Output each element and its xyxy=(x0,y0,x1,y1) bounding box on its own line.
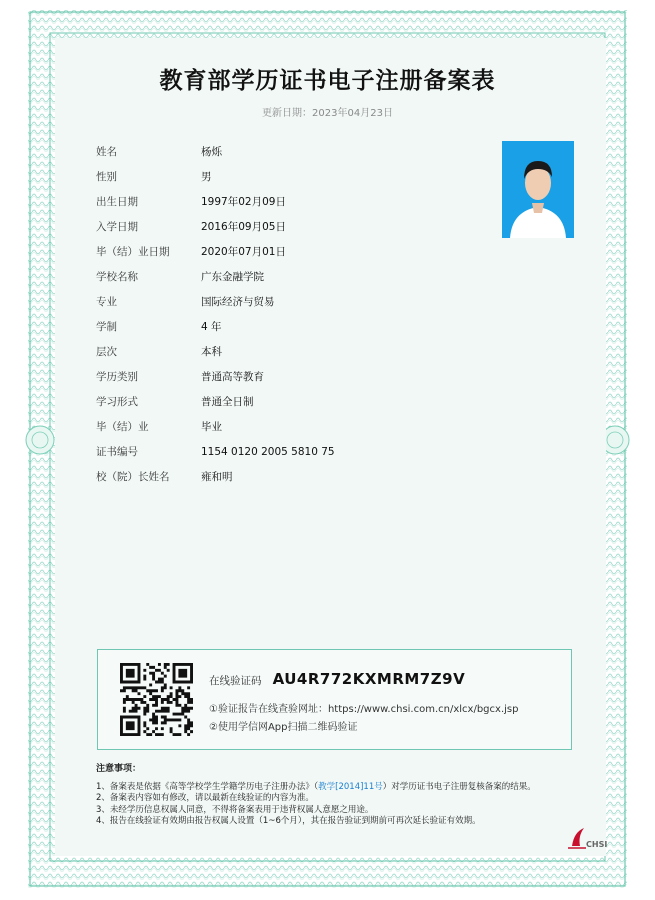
note-item: 4、报告在线验证有效期由报告权属人设置（1~6个月），其在报告验证到期前可再次延长验证有效期。 xyxy=(96,816,481,826)
verify-app-instruction: ②使用学信网App扫描二维码验证 xyxy=(209,722,358,733)
note-item: 3、未经学历信息权属人同意，不得将备案表用于违背权属人意愿之用途。 xyxy=(96,804,374,815)
field-row xyxy=(96,365,476,390)
field-label: 毕（结）业 xyxy=(96,421,149,433)
update-date: 更新日期：2023年04月23日 xyxy=(262,108,393,119)
field-row xyxy=(96,315,476,340)
field-value: 普通高等教育 xyxy=(201,371,264,383)
field-value: 2016年09月05日 xyxy=(201,221,286,233)
field-row xyxy=(96,415,476,440)
field-value: 普通全日制 xyxy=(201,396,254,408)
note-item: 2、备案表内容如有修改，请以最新在线验证的内容为准。 xyxy=(96,793,314,803)
verification-box xyxy=(97,649,572,750)
field-row xyxy=(96,165,476,190)
chsi-logo-text: CHSI xyxy=(586,840,608,849)
note-text: 1、备案表是依据《高等学校学生学籍学历电子注册办法》（ xyxy=(96,781,319,792)
field-row xyxy=(96,140,476,165)
person-photo-icon xyxy=(502,141,574,238)
field-label: 学制 xyxy=(96,321,117,333)
field-value: 4 年 xyxy=(201,321,222,333)
field-row xyxy=(96,390,476,415)
field-row xyxy=(96,190,476,215)
field-value: 男 xyxy=(201,171,212,183)
field-row xyxy=(96,290,476,315)
field-value: 1154 0120 2005 5810 75 xyxy=(201,446,335,458)
field-value: 杨烁 xyxy=(201,146,222,158)
notes-title: 注意事项： xyxy=(96,764,142,774)
field-label: 性别 xyxy=(96,171,117,183)
field-value: 2020年07月01日 xyxy=(201,246,286,258)
verification-code: AU4R772KXMRM7Z9V xyxy=(272,670,466,688)
field-label: 毕（结）业日期 xyxy=(96,246,170,258)
field-row xyxy=(96,240,476,265)
field-label: 专业 xyxy=(96,296,117,308)
field-label: 入学日期 xyxy=(96,221,138,233)
verification-code-label: 在线验证码 xyxy=(209,675,262,687)
verification-code-line xyxy=(209,669,465,688)
field-label: 学历类别 xyxy=(96,371,138,383)
note-text: ）对学历证书电子注册复核备案的结果。 xyxy=(382,781,536,792)
field-row xyxy=(96,215,476,240)
field-value: 广东金融学院 xyxy=(201,271,264,283)
field-label: 学校名称 xyxy=(96,271,138,283)
field-row xyxy=(96,440,476,465)
field-value: 毕业 xyxy=(201,421,222,433)
field-label: 姓名 xyxy=(96,146,117,158)
note-item xyxy=(96,782,580,794)
field-label: 学习形式 xyxy=(96,396,138,408)
regulation-link[interactable]: 教学[2014]11号 xyxy=(318,781,383,792)
field-label: 证书编号 xyxy=(96,446,138,458)
page-title: 教育部学历证书电子注册备案表 xyxy=(159,68,496,94)
field-value: 本科 xyxy=(201,346,222,358)
field-label: 层次 xyxy=(96,346,117,358)
field-value: 雍和明 xyxy=(201,471,233,483)
field-label: 出生日期 xyxy=(96,196,138,208)
notes-section xyxy=(96,764,580,828)
verify-url-instruction: ①验证报告在线查验网址：https://www.chsi.com.cn/xlcx/bgcx.jsp xyxy=(209,704,519,715)
field-value: 1997年02月09日 xyxy=(201,196,286,208)
id-photo xyxy=(502,141,574,238)
field-value: 国际经济与贸易 xyxy=(201,296,275,308)
field-row xyxy=(96,340,476,365)
field-label: 校（院）长姓名 xyxy=(96,471,170,483)
field-row xyxy=(96,465,476,490)
field-row xyxy=(96,265,476,290)
qr-code-icon[interactable] xyxy=(120,663,193,736)
